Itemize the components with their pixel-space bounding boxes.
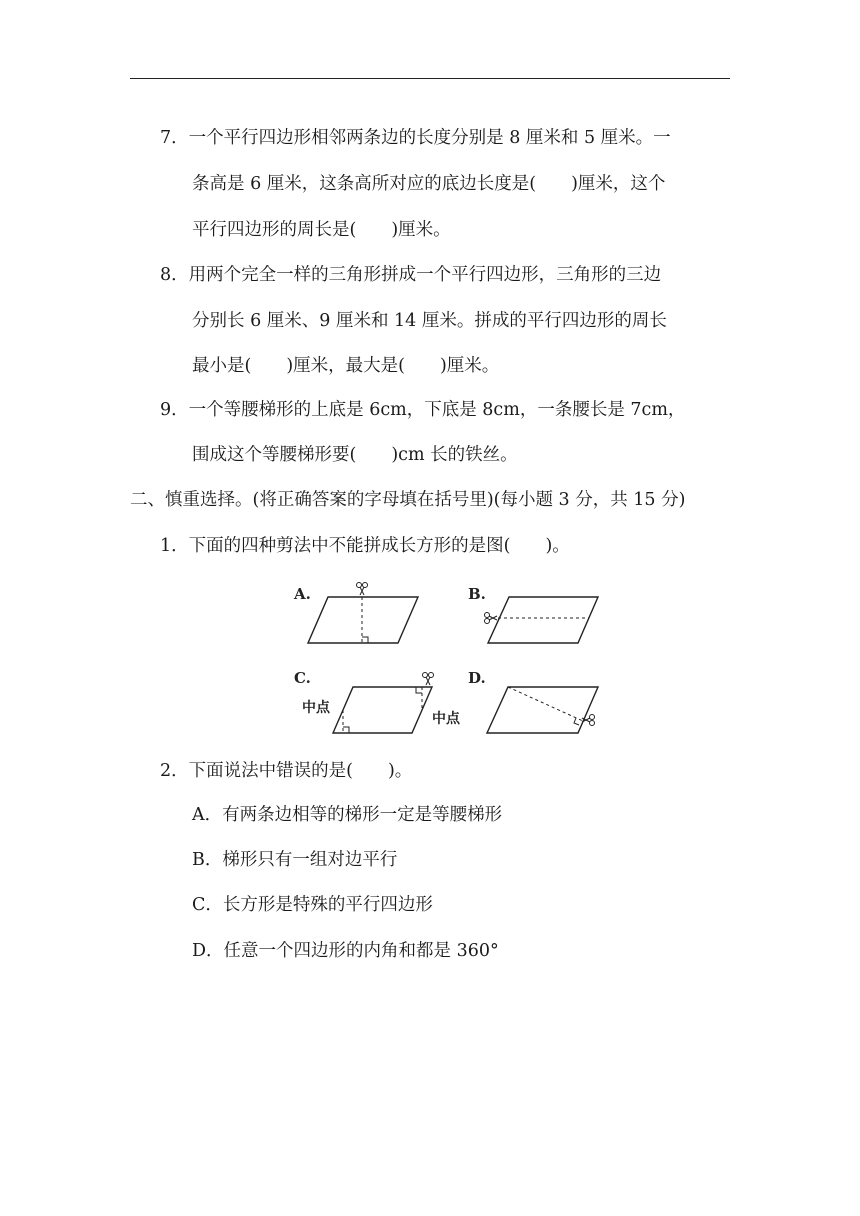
label-d: D.	[468, 669, 486, 687]
scissors-icon-b	[485, 613, 498, 624]
label-b: B.	[468, 585, 486, 603]
scissors-icon-a	[357, 583, 368, 596]
q8-line1: 8．用两个完全一样的三角形拼成一个平行四边形，三角形的三边	[160, 265, 662, 285]
q8-line3: 最小是( )厘米，最大是( )厘米。	[192, 356, 500, 376]
midpoint-label-left: 中点	[302, 700, 330, 716]
s2q2-option-c: C．长方形是特殊的平行四边形	[192, 895, 433, 915]
scissors-icon-c	[423, 673, 434, 686]
label-c: C.	[294, 669, 311, 687]
q7-line2: 条高是 6 厘米，这条高所对应的底边长度是( )厘米，这个	[192, 174, 666, 194]
s2q2-option-b: B．梯形只有一组对边平行	[192, 850, 398, 870]
label-a: A.	[294, 585, 311, 603]
s2q2-option-a: A．有两条边相等的梯形一定是等腰梯形	[192, 805, 503, 825]
cutting-figure	[280, 575, 610, 745]
header-rule	[130, 78, 730, 79]
s2q2-text: 2．下面说法中错误的是( )。	[160, 761, 413, 781]
q7-line1: 7．一个平行四边形相邻两条边的长度分别是 8 厘米和 5 厘米。一	[160, 128, 671, 148]
panel-d	[468, 669, 598, 733]
panel-a	[293, 583, 418, 644]
midpoint-label-right: 中点	[432, 711, 460, 727]
q9-line1: 9．一个等腰梯形的上底是 6cm，下底是 8cm，一条腰长是 7cm，	[160, 400, 686, 420]
q9-line2: 围成这个等腰梯形要( )cm 长的铁丝。	[192, 445, 518, 465]
q8-line2: 分别长 6 厘米、9 厘米和 14 厘米。拼成的平行四边形的周长	[192, 311, 667, 331]
panel-c	[294, 669, 461, 733]
q7-line3: 平行四边形的周长是( )厘米。	[192, 220, 451, 240]
s2q1-text: 1．下面的四种剪法中不能拼成长方形的是图( )。	[160, 536, 570, 556]
s2q2-option-d: D．任意一个四边形的内角和都是 360°	[192, 941, 499, 961]
panel-b	[468, 585, 598, 643]
section2-heading: 二、慎重选择。(将正确答案的字母填在括号里)(每小题 3 分，共 15 分)	[130, 490, 686, 510]
